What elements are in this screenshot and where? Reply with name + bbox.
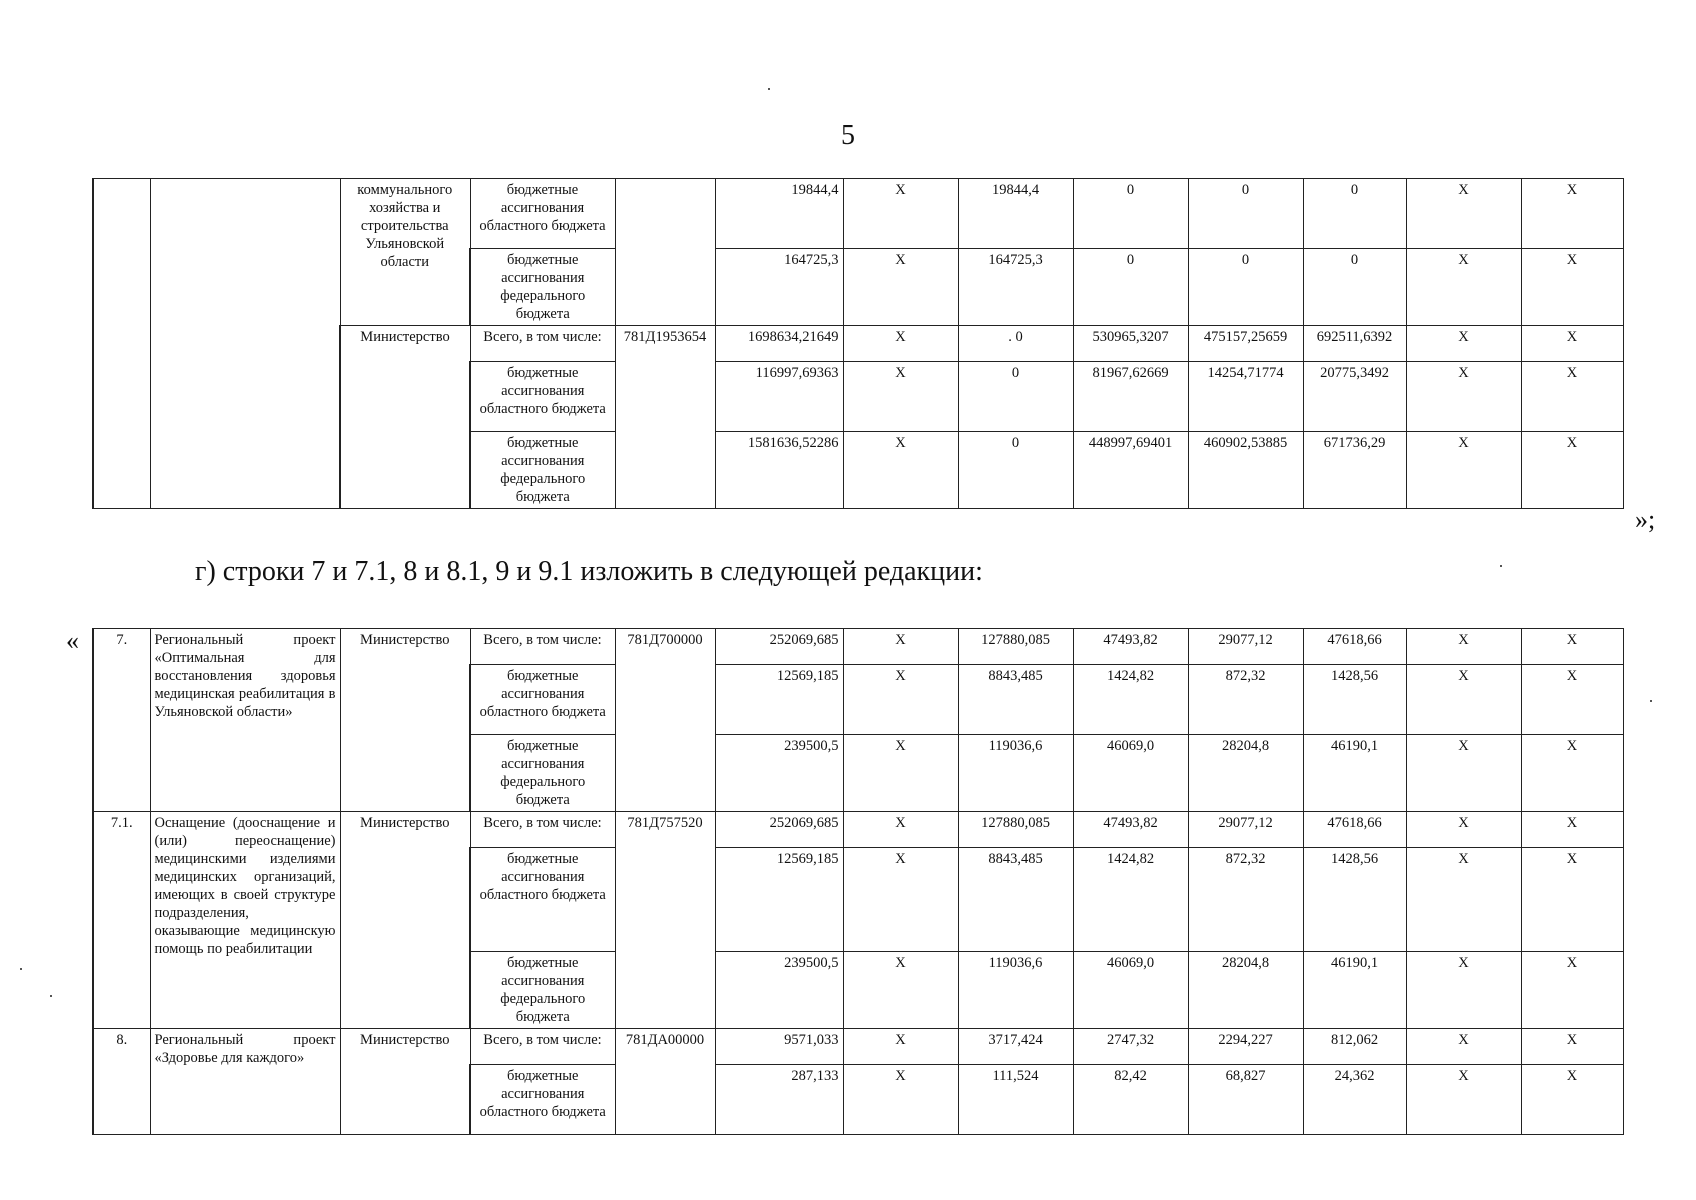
value-cell-year-1: X (843, 432, 958, 509)
continuation-table (92, 178, 1624, 509)
value-cell-year-7: X (1521, 326, 1623, 362)
code-cell: 781Д757520 (615, 812, 715, 1029)
value-cell-year-7: X (1521, 735, 1623, 812)
funding-source-cell: бюджетные ассигнования областного бюджета (470, 362, 615, 432)
value-cell-year-7: X (1521, 1065, 1623, 1135)
value-cell-year-5: 47618,66 (1303, 629, 1406, 665)
table-row (93, 812, 1623, 848)
funding-source-cell: Всего, в том числе: (470, 629, 615, 665)
value-cell-year-3: 1424,82 (1073, 848, 1188, 952)
row-number-cell: 8. (93, 1029, 150, 1135)
value-cell-total-amount: 287,133 (715, 1065, 843, 1135)
value-cell-year-5: 1428,56 (1303, 665, 1406, 735)
value-cell-year-1: X (843, 362, 958, 432)
value-cell-year-2: 8843,485 (958, 848, 1073, 952)
funding-source-cell: Всего, в том числе: (470, 326, 615, 362)
value-cell-year-3: 448997,69401 (1073, 432, 1188, 509)
value-cell-year-6: X (1406, 432, 1521, 509)
value-cell-year-1: X (843, 326, 958, 362)
value-cell-year-4: 2294,227 (1188, 1029, 1303, 1065)
value-cell-year-5: 47618,66 (1303, 812, 1406, 848)
value-cell-total-amount: 252069,685 (715, 629, 843, 665)
value-cell-year-6: X (1406, 362, 1521, 432)
funding-source-cell: бюджетные ассигнования федерального бюджета (470, 432, 615, 509)
row-number-cell: 7. (93, 629, 150, 812)
value-cell-year-5: 692511,6392 (1303, 326, 1406, 362)
responsible-org-cell: Министерство (340, 812, 470, 1029)
value-cell-year-4: 872,32 (1188, 848, 1303, 952)
value-cell-year-7: X (1521, 952, 1623, 1029)
value-cell-year-2: 0 (958, 362, 1073, 432)
value-cell-total-amount: 239500,5 (715, 735, 843, 812)
value-cell-year-6: X (1406, 665, 1521, 735)
value-cell-year-7: X (1521, 1029, 1623, 1065)
name-cell (150, 179, 340, 509)
value-cell-year-3: 0 (1073, 179, 1188, 249)
value-cell-year-1: X (843, 1029, 958, 1065)
opening-quote: « (66, 626, 79, 655)
value-cell-year-5: 46190,1 (1303, 735, 1406, 812)
value-cell-year-3: 46069,0 (1073, 735, 1188, 812)
value-cell-year-3: 47493,82 (1073, 812, 1188, 848)
value-cell-year-4: 68,827 (1188, 1065, 1303, 1135)
value-cell-year-1: X (843, 952, 958, 1029)
value-cell-year-5: 20775,3492 (1303, 362, 1406, 432)
value-cell-total-amount: 12569,185 (715, 848, 843, 952)
project-name-cell: Оснащение (дооснащение и (или) переоснащение) медицинскими изделиями медицинских организаций, имеющих в своей структуре подразделения, оказывающие медицинскую помощь по реабилитации (150, 812, 340, 1029)
value-cell-year-6: X (1406, 179, 1521, 249)
value-cell-year-7: X (1521, 848, 1623, 952)
funding-source-cell: бюджетные ассигнования областного бюджета (470, 179, 615, 249)
funding-source-cell: Всего, в том числе: (470, 1029, 615, 1065)
value-cell-year-2: 164725,3 (958, 249, 1073, 326)
code-cell: 781Д1953654 (615, 326, 715, 509)
value-cell-year-2: 3717,424 (958, 1029, 1073, 1065)
project-name-cell: Региональный проект «Оптимальная для восстановления здоровья медицинская реабилитация в Ульяновской области» (150, 629, 340, 812)
value-cell-year-6: X (1406, 848, 1521, 952)
value-cell-year-4: 28204,8 (1188, 735, 1303, 812)
funding-source-cell: бюджетные ассигнования федерального бюджета (470, 952, 615, 1029)
value-cell-total-amount: 164725,3 (715, 249, 843, 326)
value-cell-year-2: 19844,4 (958, 179, 1073, 249)
value-cell-year-1: X (843, 665, 958, 735)
code-cell: 781Д700000 (615, 629, 715, 812)
value-cell-year-7: X (1521, 179, 1623, 249)
value-cell-total-amount: 239500,5 (715, 952, 843, 1029)
value-cell-year-5: 0 (1303, 179, 1406, 249)
value-cell-total-amount: 1581636,52286 (715, 432, 843, 509)
value-cell-year-7: X (1521, 629, 1623, 665)
value-cell-year-4: 0 (1188, 179, 1303, 249)
amended-rows-table (92, 628, 1624, 1135)
scan-speck (20, 968, 22, 970)
value-cell-year-3: 0 (1073, 249, 1188, 326)
value-cell-year-2: 119036,6 (958, 735, 1073, 812)
value-cell-year-3: 81967,62669 (1073, 362, 1188, 432)
value-cell-year-2: 127880,085 (958, 629, 1073, 665)
funding-source-cell: бюджетные ассигнования областного бюджета (470, 665, 615, 735)
value-cell-year-6: X (1406, 952, 1521, 1029)
value-cell-total-amount: 252069,685 (715, 812, 843, 848)
value-cell-total-amount: 1698634,21649 (715, 326, 843, 362)
value-cell-year-4: 475157,25659 (1188, 326, 1303, 362)
scan-speck (768, 88, 770, 90)
value-cell-year-5: 24,362 (1303, 1065, 1406, 1135)
value-cell-year-4: 872,32 (1188, 665, 1303, 735)
value-cell-year-7: X (1521, 249, 1623, 326)
value-cell-year-6: X (1406, 629, 1521, 665)
value-cell-year-7: X (1521, 812, 1623, 848)
value-cell-year-3: 82,42 (1073, 1065, 1188, 1135)
funding-source-cell: бюджетные ассигнования областного бюджета (470, 1065, 615, 1135)
closing-quote: »; (1635, 505, 1656, 534)
value-cell-year-6: X (1406, 1065, 1521, 1135)
responsible-org-cell: коммунального хозяйства и строительства Ульяновской области (340, 179, 470, 326)
value-cell-year-3: 46069,0 (1073, 952, 1188, 1029)
funding-source-cell: бюджетные ассигнования федерального бюджета (470, 249, 615, 326)
value-cell-year-6: X (1406, 1029, 1521, 1065)
scan-speck (1500, 565, 1502, 567)
page-number: 5 (841, 120, 855, 151)
value-cell-year-2: 8843,485 (958, 665, 1073, 735)
value-cell-year-4: 29077,12 (1188, 629, 1303, 665)
value-cell-year-5: 1428,56 (1303, 848, 1406, 952)
value-cell-year-3: 1424,82 (1073, 665, 1188, 735)
value-cell-total-amount: 9571,033 (715, 1029, 843, 1065)
value-cell-year-6: X (1406, 812, 1521, 848)
value-cell-year-4: 0 (1188, 249, 1303, 326)
code-cell (615, 179, 715, 326)
value-cell-year-5: 0 (1303, 249, 1406, 326)
value-cell-year-4: 460902,53885 (1188, 432, 1303, 509)
value-cell-year-1: X (843, 249, 958, 326)
value-cell-year-3: 530965,3207 (1073, 326, 1188, 362)
project-name-cell: Региональный проект «Здоровье для каждого» (150, 1029, 340, 1135)
value-cell-year-4: 28204,8 (1188, 952, 1303, 1029)
value-cell-year-6: X (1406, 735, 1521, 812)
value-cell-year-2: 127880,085 (958, 812, 1073, 848)
value-cell-year-3: 47493,82 (1073, 629, 1188, 665)
responsible-org-cell: Министерство (340, 1029, 470, 1135)
value-cell-year-6: X (1406, 326, 1521, 362)
scan-speck (1650, 700, 1652, 702)
value-cell-year-2: . 0 (958, 326, 1073, 362)
funding-source-cell: Всего, в том числе: (470, 812, 615, 848)
value-cell-year-7: X (1521, 665, 1623, 735)
value-cell-year-1: X (843, 848, 958, 952)
value-cell-year-7: X (1521, 432, 1623, 509)
responsible-org-cell: Министерство (340, 326, 470, 509)
value-cell-year-2: 111,524 (958, 1065, 1073, 1135)
value-cell-year-6: X (1406, 249, 1521, 326)
value-cell-year-2: 0 (958, 432, 1073, 509)
value-cell-year-5: 671736,29 (1303, 432, 1406, 509)
value-cell-total-amount: 19844,4 (715, 179, 843, 249)
value-cell-total-amount: 12569,185 (715, 665, 843, 735)
value-cell-year-1: X (843, 179, 958, 249)
amendment-instruction: г) строки 7 и 7.1, 8 и 8.1, 9 и 9.1 изложить в следующей редакции: (195, 556, 983, 587)
table-row (93, 629, 1623, 665)
value-cell-year-4: 14254,71774 (1188, 362, 1303, 432)
responsible-org-cell: Министерство (340, 629, 470, 812)
number-cell (93, 179, 150, 509)
code-cell: 781ДА00000 (615, 1029, 715, 1135)
value-cell-year-2: 119036,6 (958, 952, 1073, 1029)
value-cell-year-5: 46190,1 (1303, 952, 1406, 1029)
value-cell-year-1: X (843, 1065, 958, 1135)
funding-source-cell: бюджетные ассигнования областного бюджета (470, 848, 615, 952)
value-cell-year-4: 29077,12 (1188, 812, 1303, 848)
value-cell-total-amount: 116997,69363 (715, 362, 843, 432)
table-row (93, 1029, 1623, 1065)
row-number-cell: 7.1. (93, 812, 150, 1029)
scan-speck (50, 995, 52, 997)
value-cell-year-1: X (843, 735, 958, 812)
value-cell-year-1: X (843, 812, 958, 848)
value-cell-year-5: 812,062 (1303, 1029, 1406, 1065)
value-cell-year-1: X (843, 629, 958, 665)
funding-source-cell: бюджетные ассигнования федерального бюджета (470, 735, 615, 812)
value-cell-year-7: X (1521, 362, 1623, 432)
table-row (93, 179, 1623, 249)
value-cell-year-3: 2747,32 (1073, 1029, 1188, 1065)
